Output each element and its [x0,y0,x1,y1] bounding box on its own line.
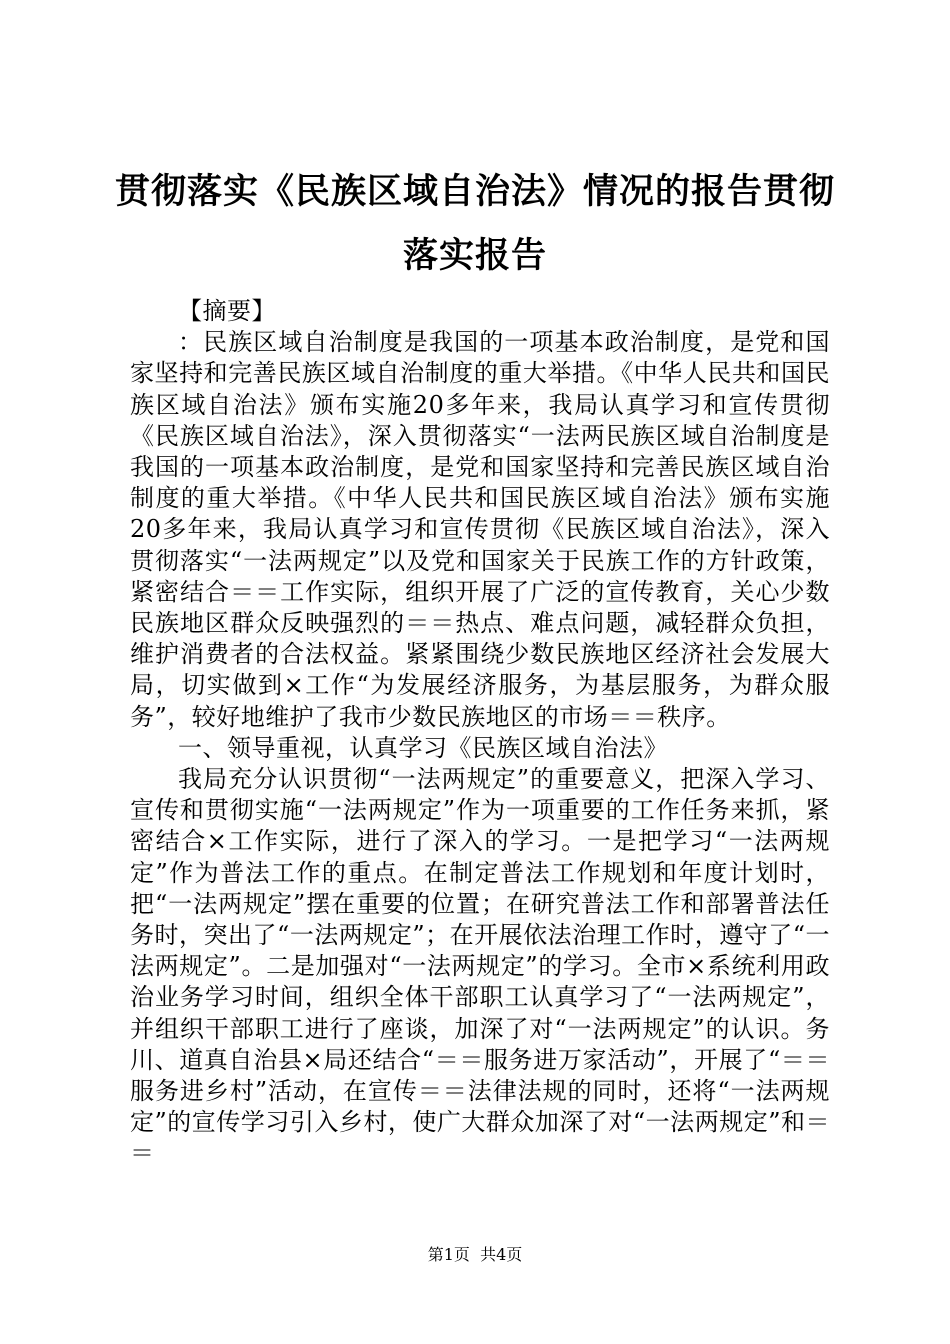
page-total: 共4页 [480,1245,523,1264]
page-number: 第1页 [427,1245,470,1264]
body-paragraph: 我局充分认识贯彻“一法两规定”的重要意义，把深入学习、宣传和贯彻实施“一法两规定”作为一项重要的工作任务来抓，紧密结合×工作实际，进行了深入的学习。一是把学习“一法两规定”作为普法工作的重点。在制定普法工作规划和年度计划时，把“一法两规定”摆在重要的位置；在研究普法工作和部署普法任务时，突出了“一法两规定”；在开展依法治理工作时，遵守了“一法两规定”。二是加强对“一法两规定”的学习。全市×系统利用政治业务学习时间，组织全体干部职工认真学习了“一法两规定”，并组织干部职工进行了座谈，加深了对“一法两规定”的认识。务川、道真自治县×局还结合“＝＝服务进万家活动”，开展了“＝＝服务进乡村”活动，在宣传＝＝法律法规的同时，还将“一法两规定”的宣传学习引入乡村，使广大群众加深了对“一法两规定”和＝＝ [130,765,830,1168]
abstract-label: 【摘要】 [178,297,276,325]
section-heading: 一、领导重视，认真学习《民族区域自治法》 [178,733,668,762]
page-footer [0,1245,950,1265]
document-title: 贯彻落实《民族区域自治法》情况的报告贯彻落实报告 [114,172,835,276]
document-body [130,296,830,1170]
abstract-paragraph: ：民族区域自治制度是我国的一项基本政治制度，是党和国家坚持和完善民族区域自治制度的重大举措。《中华人民共和国民族区域自治法》颁布实施20多年来，我局认真学习和宣传贯彻《民族区域自治法》，深入贯彻落实“一法两民族区域自治制度是我国的一项基本政治制度，是党和国家坚持和完善民族区域自治制度的重大举措。《中华人民共和国民族区域自治法》颁布实施20多年来，我局认真学习和宣传贯彻《民族区域自治法》，深入贯彻落实“一法两规定”以及党和国家关于民族工作的方针政策，紧密结合＝＝工作实际，组织开展了广泛的宣传教育，关心少数民族地区群众反映强烈的＝＝热点、难点问题，减轻群众负担，维护消费者的合法权益。紧紧围绕少数民族地区经济社会发展大局，切实做到×工作“为发展经济服务，为基层服务，为群众服务”，较好地维护了我市少数民族地区的市场＝＝秩序。 [130,328,830,731]
